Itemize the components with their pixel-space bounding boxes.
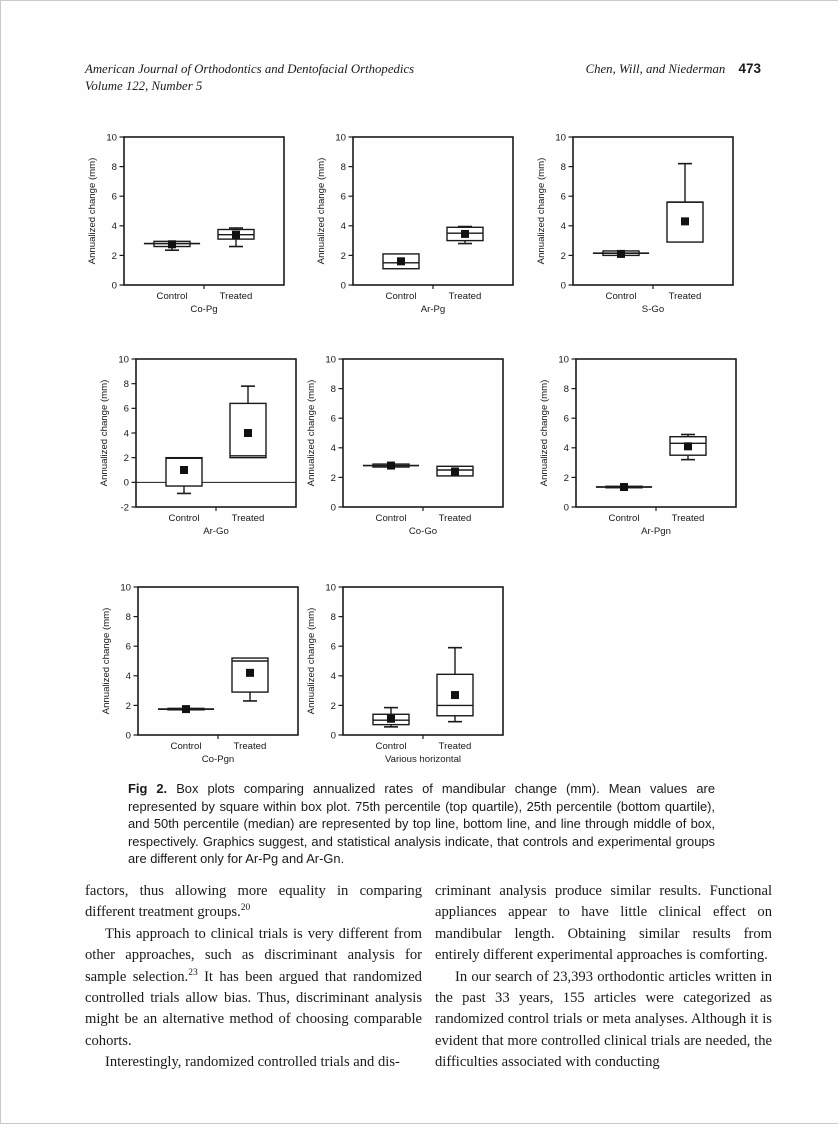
svg-text:2: 2	[330, 700, 336, 712]
svg-text:2: 2	[111, 250, 117, 262]
svg-text:-2: -2	[120, 502, 129, 514]
svg-text:Control: Control	[608, 513, 640, 524]
authors: Chen, Will, and Niederman	[585, 62, 726, 76]
figure-label: Fig 2.	[128, 781, 168, 796]
svg-text:8: 8	[560, 162, 566, 173]
boxplot-s-go	[528, 131, 758, 339]
svg-text:S-Go: S-Go	[641, 304, 665, 315]
svg-text:8: 8	[125, 612, 131, 623]
svg-text:Annualized change (mm): Annualized change (mm)	[99, 379, 110, 487]
svg-text:Annualized change (mm): Annualized change (mm)	[316, 157, 327, 265]
svg-text:2: 2	[125, 700, 131, 712]
svg-text:2: 2	[560, 250, 566, 262]
svg-text:8: 8	[340, 162, 346, 173]
svg-text:Control: Control	[385, 291, 417, 302]
svg-text:0: 0	[563, 502, 569, 514]
svg-text:Treated: Treated	[438, 741, 472, 752]
svg-text:2: 2	[330, 472, 336, 484]
svg-text:10: 10	[118, 354, 129, 366]
svg-text:8: 8	[111, 162, 117, 173]
svg-text:4: 4	[330, 671, 336, 683]
svg-text:4: 4	[123, 428, 129, 440]
svg-text:Treated: Treated	[233, 741, 267, 752]
svg-text:10: 10	[325, 354, 336, 366]
paragraph	[85, 1052, 422, 1073]
svg-text:Co-Pg: Co-Pg	[190, 304, 218, 315]
boxplot-ar-go	[91, 353, 321, 561]
svg-text:10: 10	[106, 132, 117, 144]
svg-text:Annualized change (mm): Annualized change (mm)	[306, 379, 317, 487]
running-head-right	[431, 61, 761, 77]
svg-text:10: 10	[120, 582, 131, 594]
svg-text:0: 0	[340, 280, 346, 292]
svg-text:Treated: Treated	[231, 513, 265, 524]
paragraph-text: Interestingly, randomized controlled trials and dis-	[105, 1054, 400, 1071]
svg-text:10: 10	[558, 354, 569, 366]
svg-text:2: 2	[340, 250, 346, 262]
svg-text:6: 6	[560, 191, 566, 203]
boxplot-co-pgn	[93, 581, 323, 789]
svg-text:0: 0	[330, 730, 336, 742]
paragraph-text: In our search of 23,393 orthodontic articles written in the past 33 years, 155 articles were categorized as randomized control trials or meta analyses. Although it is evident that more controlled clinical trials are needed, the difficulties associated with conducting	[435, 968, 772, 1071]
svg-text:Ar-Go: Ar-Go	[203, 526, 229, 537]
svg-text:6: 6	[330, 413, 336, 425]
boxplot-co-pg	[79, 131, 309, 339]
svg-text:Control: Control	[156, 291, 188, 302]
svg-text:Treated: Treated	[448, 291, 482, 302]
svg-text:6: 6	[125, 641, 131, 653]
svg-text:2: 2	[123, 453, 129, 465]
boxplot-ar-pg	[308, 131, 538, 339]
svg-text:Annualized change (mm): Annualized change (mm)	[101, 607, 112, 715]
svg-text:Control: Control	[168, 513, 200, 524]
svg-text:Annualized change (mm): Annualized change (mm)	[87, 157, 98, 265]
svg-text:2: 2	[563, 472, 569, 484]
svg-text:6: 6	[340, 191, 346, 203]
svg-text:Annualized change (mm): Annualized change (mm)	[306, 607, 317, 715]
boxplot-ar-pgn	[531, 353, 761, 561]
svg-text:8: 8	[563, 384, 569, 395]
svg-text:Annualized change (mm): Annualized change (mm)	[539, 379, 550, 487]
page-number: 473	[738, 61, 761, 76]
svg-text:4: 4	[560, 221, 566, 233]
reference-superscript: 23	[188, 967, 198, 978]
svg-text:10: 10	[555, 132, 566, 144]
svg-text:6: 6	[563, 413, 569, 425]
svg-text:10: 10	[325, 582, 336, 594]
svg-text:Various horizontal: Various horizontal	[384, 754, 462, 765]
svg-text:Control: Control	[605, 291, 637, 302]
paragraph	[85, 924, 422, 1052]
paragraph-text: It has been argued that randomized controlled trials allow bias. Thus, discriminant analysis might be an alternative method of choosing comparable cohorts.	[85, 968, 422, 1049]
svg-text:Ar-Pg: Ar-Pg	[420, 304, 446, 315]
svg-text:0: 0	[111, 280, 117, 292]
svg-text:8: 8	[330, 612, 336, 623]
svg-text:4: 4	[340, 221, 346, 233]
svg-text:Control: Control	[170, 741, 202, 752]
svg-text:Control: Control	[375, 741, 407, 752]
svg-text:0: 0	[560, 280, 566, 292]
boxplot-various-horizontal	[298, 581, 528, 789]
svg-text:Treated: Treated	[668, 291, 702, 302]
svg-text:Co-Go: Co-Go	[408, 526, 438, 537]
figure-caption	[128, 780, 715, 868]
svg-text:4: 4	[330, 443, 336, 455]
paragraph	[435, 881, 772, 967]
svg-text:4: 4	[563, 443, 569, 455]
paragraph-text: factors, thus allowing more equality in comparing different treatment groups.	[85, 883, 422, 921]
svg-text:Treated: Treated	[671, 513, 705, 524]
paragraph	[435, 967, 772, 1074]
svg-text:4: 4	[125, 671, 131, 683]
journal-volume: Volume 122, Number 5	[85, 79, 203, 93]
svg-text:0: 0	[125, 730, 131, 742]
svg-text:Ar-Pgn: Ar-Pgn	[641, 526, 671, 537]
figure-caption-text: Box plots comparing annualized rates of mandibular change (mm). Mean values are represented by square within box plot. 75th percentile (top quartile), 25th percentile (bottom quartile), and 50th percentile (median) are represented by top line, bottom line, and line through middle of box, respectively. Graphics suggest, and statistical analysis indicate, that controls and experimental groups are different only for Ar-Pg and Ar-Gn.	[128, 781, 715, 867]
body-column-right	[435, 881, 772, 1074]
svg-text:8: 8	[123, 379, 129, 391]
svg-text:8: 8	[330, 384, 336, 395]
svg-text:Co-Pgn: Co-Pgn	[201, 754, 235, 765]
svg-text:Treated: Treated	[438, 513, 472, 524]
svg-text:6: 6	[123, 403, 129, 415]
svg-text:4: 4	[111, 221, 117, 233]
body-column-left	[85, 881, 422, 1074]
svg-text:6: 6	[330, 641, 336, 653]
svg-text:Treated: Treated	[219, 291, 253, 302]
journal-title: American Journal of Orthodontics and Dentofacial Orthopedics	[85, 62, 415, 76]
paragraph	[85, 881, 422, 924]
reference-superscript: 20	[240, 903, 251, 914]
svg-text:Annualized change (mm): Annualized change (mm)	[536, 157, 547, 265]
paragraph-text: criminant analysis produce similar results. Functional appliances appear to have little clinical effect on mandibular length. Obtaining similar results from entirely different experimental approaches is comforting.	[435, 883, 772, 964]
svg-text:10: 10	[335, 132, 346, 144]
svg-text:Control: Control	[375, 513, 407, 524]
svg-text:0: 0	[330, 502, 336, 514]
paragraph-text: This approach to clinical trials is very different from other approaches, such as discriminant analysis for sample selection.	[85, 925, 422, 985]
svg-text:0: 0	[123, 477, 129, 489]
svg-text:6: 6	[111, 191, 117, 203]
boxplot-co-go	[298, 353, 528, 561]
